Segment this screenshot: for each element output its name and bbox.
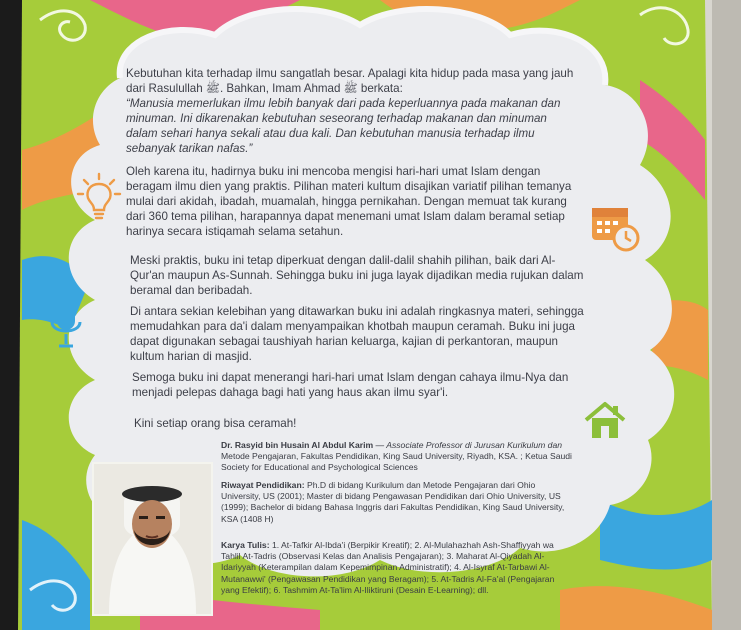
bio-line: University, US (2001); Master di bidang Pengawasan Pendidikan dari Ohio University, US xyxy=(221,491,561,502)
paragraph-2 xyxy=(130,253,596,298)
paragraph-line: menjadi pelepas dahaga bagi hati yang haus akan ilmu syar'i. xyxy=(132,386,449,399)
bio-line: KSA (1408 H) xyxy=(221,513,274,524)
education-block xyxy=(221,480,601,525)
paragraph-line: memudahkan para da'i dalam menyampaikan khotbah maupun ceramah. Buku ini juga xyxy=(130,320,575,333)
paragraph-1 xyxy=(126,164,596,239)
closing-line: Kini setiap orang bisa ceramah! xyxy=(134,417,297,430)
intro-line: Kebutuhan kita terhadap ilmu sangatlah besar. Apalagi kita hidup pada masa yang jauh xyxy=(126,67,574,80)
bio-line: Society for Educational and Psychological Sciences xyxy=(221,462,418,473)
paragraph-line: mulai dari akidah, ibadah, muamalah, hingga pernikahan. Dengan memuat tak kurang xyxy=(126,195,567,208)
bio-line: yang Efektif); 6. Tashmim At-Ta'lim Al-Iliktiruni (Desain E-Learning); dll. xyxy=(221,584,489,595)
paragraph-3 xyxy=(130,304,596,364)
paragraph-line: kultum harian di masjid. xyxy=(130,350,252,363)
intro-line: dari Rasulullah ﷺ. Bahkan, Imam Ahmad ﷺ berkata: xyxy=(126,82,403,95)
quote-line: “Manusia memerlukan ilmu lebih banyak dari pada keperluannya pada makanan dan xyxy=(126,97,561,110)
paragraph-line: Di antara sekian kelebihan yang ditawarkan buku ini adalah ringkasnya materi, sehingga xyxy=(130,305,584,318)
works-block xyxy=(221,540,601,596)
bio-line: Tahlil At-Tadris (Observasi Kelas dan Analisis Pengajaran); 3. Maharat Al-Qiyadah Al- xyxy=(221,551,545,562)
house-icon xyxy=(582,400,628,440)
bio-line: Idariyyah (Keterampilan dalam Kepemimpinan Administratif); 4. Al-Isyraf At-Tarbawi Al- xyxy=(221,562,550,573)
works-label: Karya Tulis: xyxy=(221,540,270,550)
bio-line: Ph.D di bidang Kurikulum dan Metode Pengajaran dari Ohio xyxy=(304,480,536,490)
paragraph-line: Qur'an maupun As-Sunnah. Sehingga buku ini juga layak dijadikan media rujukan dalam xyxy=(130,269,584,282)
bio-line: (1999); Bachelor di bidang Bahasa Inggris dari Fakultas Pendidikan, King Saud University, xyxy=(221,502,565,513)
author-bio xyxy=(221,440,601,474)
imam-ahmad-quote xyxy=(126,96,596,156)
microphone-icon xyxy=(48,300,84,350)
paragraph-line: Oleh karena itu, hadirnya buku ini mencoba mengisi hari-hari umat Islam dengan xyxy=(126,165,541,178)
calendar-clock-icon xyxy=(588,200,642,254)
bio-line: 1. At-Tafkir Al-Ibda'i (Berpikir Kreatif); 2. Al-Mulahazhah Ash-Shaffiyyah wa xyxy=(269,540,554,550)
paragraph-line: beragam ilmu dien yang praktis. Pilihan materi kultum disajikan variatif pilihan temanya xyxy=(126,180,572,193)
education-label: Riwayat Pendidikan: xyxy=(221,480,305,490)
quote-line: sebanyak tarikan nafas.” xyxy=(126,142,253,155)
quote-line: minuman. Ini dikarenakan kebutuhan seseorang terhadap makanan dan minuman xyxy=(126,112,547,125)
paragraph-line: dapat digunakan sebagai taushiyah harian keluarga, kajian di perkantoran, maupun xyxy=(130,335,558,348)
paragraph-5 xyxy=(134,416,534,431)
bio-line: Mutanawwi' (Pengawasan Pendidikan yang Beragam); 5. At-Tadris Al-Fa'al (Pengajaran xyxy=(221,573,555,584)
intro-block xyxy=(126,66,596,156)
paragraph-4 xyxy=(132,370,598,400)
bio-line: — Associate Professor di Jurusan Kurikulum dan xyxy=(373,440,562,450)
paragraph-line: Semoga buku ini dapat menerangi hari-hari umat Islam dengan cahaya ilmu-Nya dan xyxy=(132,371,569,384)
bio-line: Metode Pengajaran, Fakultas Pendidikan, King Saud University, Riyadh, KSA. ; Ketua Saudi xyxy=(221,451,572,462)
quote-line: dalam sehari hanya sekali atau dua kali. Dan kebutuhan manusia terhadap ilmu xyxy=(126,127,535,140)
paragraph-line: dari 360 tema pilihan, harapannya dapat menemani umat Islam dalam beramal setiap xyxy=(126,210,565,223)
paragraph-line: harinya secara istiqamah selama setahun. xyxy=(126,225,344,238)
lightbulb-icon xyxy=(76,172,122,220)
author-photo xyxy=(92,462,213,616)
paragraph-line: beramal dan beribadah. xyxy=(130,284,253,297)
paragraph-line: Meski praktis, buku ini tetap diperkuat dengan dalil-dalil shahih pilihan, baik dari Al- xyxy=(130,254,556,267)
author-name: Dr. Rasyid bin Husain Al Abdul Karim xyxy=(221,440,374,450)
